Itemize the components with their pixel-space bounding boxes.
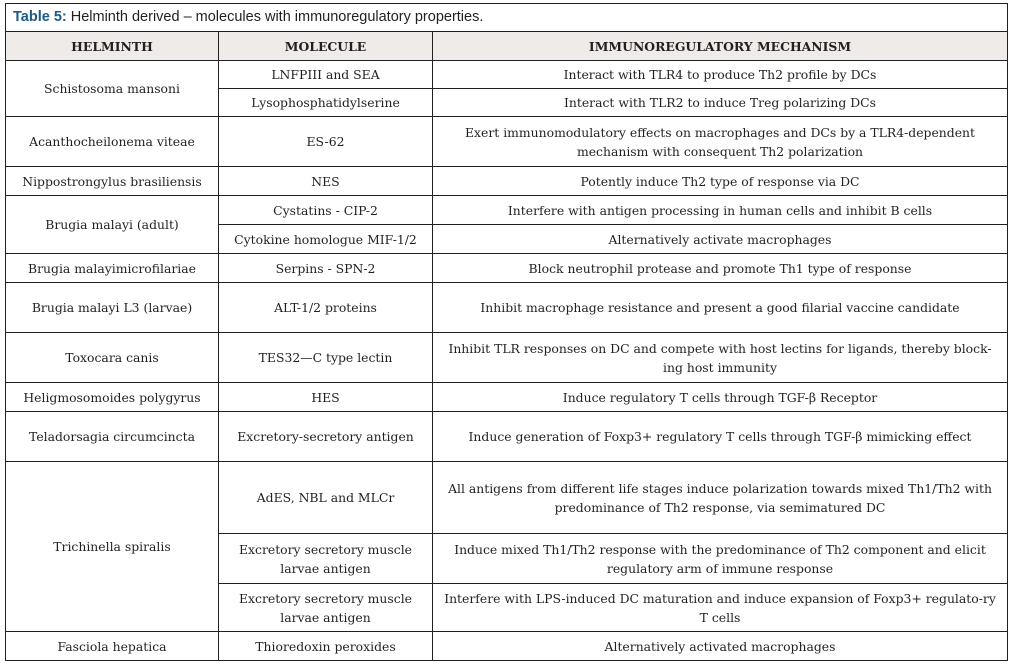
mechanism-cell: Interfere with LPS-induced DC maturation and induce expansion of Foxp3+ regulato-ry T cells [433, 584, 1008, 632]
molecule-cell: TES32—C type lectin [219, 333, 433, 383]
molecule-cell: Cystatins - CIP-2 [219, 196, 433, 225]
helminth-cell: Trichinella spiralis [6, 462, 219, 632]
helminth-cell: Heligmosomoides polygyrus [6, 383, 219, 412]
helminth-cell: Schistosoma mansoni [6, 61, 219, 117]
mechanism-cell: Induce mixed Th1/Th2 response with the predominance of Th2 component and elicit regulatory arm of immune response [433, 534, 1008, 584]
caption-label: Table 5: [13, 9, 67, 25]
table-row [6, 383, 1008, 412]
mechanism-cell: Alternatively activated macrophages [433, 632, 1008, 661]
molecule-cell: HES [219, 383, 433, 412]
table-row [6, 61, 1008, 89]
table-row [6, 167, 1008, 196]
mechanism-cell: Exert immunomodulatory effects on macrophages and DCs by a TLR4-dependent mechanism with consequent Th2 polarization [433, 117, 1008, 167]
table-row [6, 283, 1008, 333]
molecule-cell: Excretory-secretory antigen [219, 412, 433, 462]
molecule-cell: Thioredoxin peroxides [219, 632, 433, 661]
molecule-cell: ALT-1/2 proteins [219, 283, 433, 333]
caption-text: Helminth derived – molecules with immunoregulatory properties. [66, 9, 484, 25]
molecule-cell: AdES, NBL and MLCr [219, 462, 433, 534]
mechanism-cell: Induce regulatory T cells through TGF-β Receptor [433, 383, 1008, 412]
helminth-cell: Brugia malayi (adult) [6, 196, 219, 254]
table-row [6, 462, 1008, 534]
helminth-cell: Teladorsagia circumcincta [6, 412, 219, 462]
table-row [6, 632, 1008, 661]
table-row [6, 196, 1008, 225]
table-row [6, 412, 1008, 462]
helminth-cell: Toxocara canis [6, 333, 219, 383]
helminth-cell: Brugia malayi L3 (larvae) [6, 283, 219, 333]
molecule-cell: Excretory secretory muscle larvae antigen [219, 534, 433, 584]
mechanism-cell: Interact with TLR4 to produce Th2 profile by DCs [433, 61, 1008, 89]
molecule-cell: NES [219, 167, 433, 196]
table-caption [6, 4, 1008, 32]
helminth-cell: Acanthocheilonema viteae [6, 117, 219, 167]
molecule-cell: Lysophosphatidylserine [219, 89, 433, 117]
molecule-cell: Excretory secretory muscle larvae antigen [219, 584, 433, 632]
molecule-cell: LNFPIII and SEA [219, 61, 433, 89]
helminth-cell: Fasciola hepatica [6, 632, 219, 661]
table-row [6, 117, 1008, 167]
header-mechanism: IMMUNOREGULATORY MECHANISM [433, 32, 1008, 61]
mechanism-cell: Interact with TLR2 to induce Treg polarizing DCs [433, 89, 1008, 117]
mechanism-cell: Interfere with antigen processing in human cells and inhibit B cells [433, 196, 1008, 225]
mechanism-cell: Inhibit TLR responses on DC and compete with host lectins for ligands, thereby block-ing host immunity [433, 333, 1008, 383]
helminth-cell: Nippostrongylus brasiliensis [6, 167, 219, 196]
mechanism-cell: Potently induce Th2 type of response via DC [433, 167, 1008, 196]
helminth-molecules-table [5, 3, 1008, 661]
mechanism-cell: All antigens from different life stages induce polarization towards mixed Th1/Th2 with predominance of Th2 response, via semimatured DC [433, 462, 1008, 534]
molecule-cell: ES-62 [219, 117, 433, 167]
helminth-cell: Brugia malayimicrofilariae [6, 254, 219, 283]
mechanism-cell: Alternatively activate macrophages [433, 225, 1008, 254]
molecule-cell: Cytokine homologue MIF-1/2 [219, 225, 433, 254]
mechanism-cell: Induce generation of Foxp3+ regulatory T cells through TGF-β mimicking effect [433, 412, 1008, 462]
molecule-cell: Serpins - SPN-2 [219, 254, 433, 283]
header-row [6, 32, 1008, 61]
mechanism-cell: Inhibit macrophage resistance and present a good filarial vaccine candidate [433, 283, 1008, 333]
table-row [6, 254, 1008, 283]
header-molecule: MOLECULE [219, 32, 433, 61]
table-row [6, 333, 1008, 383]
mechanism-cell: Block neutrophil protease and promote Th1 type of response [433, 254, 1008, 283]
header-helminth: HELMINTH [6, 32, 219, 61]
